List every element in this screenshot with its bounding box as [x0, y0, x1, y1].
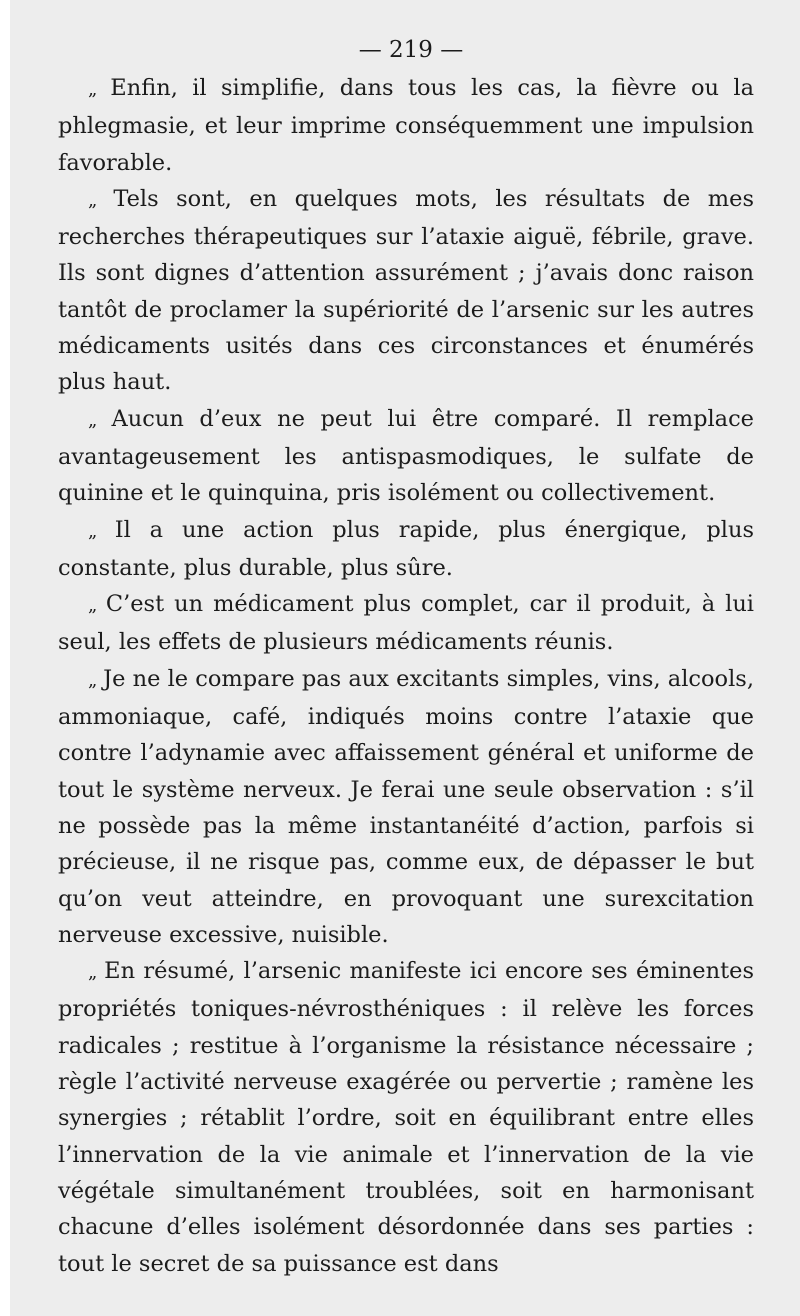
paragraph-4: „ Il a une action plus rapide, plus énergique, plus constante, plus durable, plus sûre. — [58, 512, 754, 587]
paragraph-6: „ Je ne le compare pas aux excitants simples, vins, alcools, ammoniaque, café, indiqués moins contre l’ataxie que contre l’adynamie avec affaissement général et uniforme de tout le système nerveux. Je ferai une seule observation : s’il ne possède pas la même instantanéité d’action, parfois si précieuse, il ne risque pas, comme eux, de dépasser le but qu’on veut atteindre, en provoquant une surexcitation nerveuse excessive, nuisible. — [58, 661, 754, 953]
paragraph-3: „ Aucun d’eux ne peut lui être comparé. Il remplace avantageusement les antispasmodiques, le sulfate de quinine et le quinquina, pris isolément ou collectivement. — [58, 401, 754, 512]
paragraph-1: „ Enfin, il simplifie, dans tous les cas, la fièvre ou la phlegmasie, et leur imprime conséquemment une impulsion favorable. — [58, 70, 754, 181]
page-number: — 219 — — [358, 37, 464, 63]
paragraph-2: „ Tels sont, en quelques mots, les résultats de mes recherches thérapeutiques sur l’ataxie aiguë, fébrile, grave. Ils sont dignes d’attention assurément ; j’avais donc raison tantôt de proclamer la supériorité de l’arsenic sur les autres médicaments usités dans ces circonstances et énumérés plus haut. — [58, 181, 754, 401]
paragraph-7: „ En résumé, l’arsenic manifeste ici encore ses éminentes propriétés toniques-névrosthéniques : il relève les forces radicales ; restitue à l’organisme la résistance nécessaire ; règle l’activité nerveuse exagérée ou pervertie ; ramène les synergies ; rétablit l’ordre, soit en équilibrant entre elles l’innervation de la vie animale et l’innervation de la vie végétale simultanément troublées, soit en harmonisant chacune d’elles isolément désordonnée dans ses parties : tout le secret de sa puissance est dans — [58, 953, 754, 1282]
page-body — [58, 70, 754, 1282]
paragraph-5: „ C’est un médicament plus complet, car il produit, à lui seul, les effets de plusieurs médicaments réunis. — [58, 586, 754, 661]
